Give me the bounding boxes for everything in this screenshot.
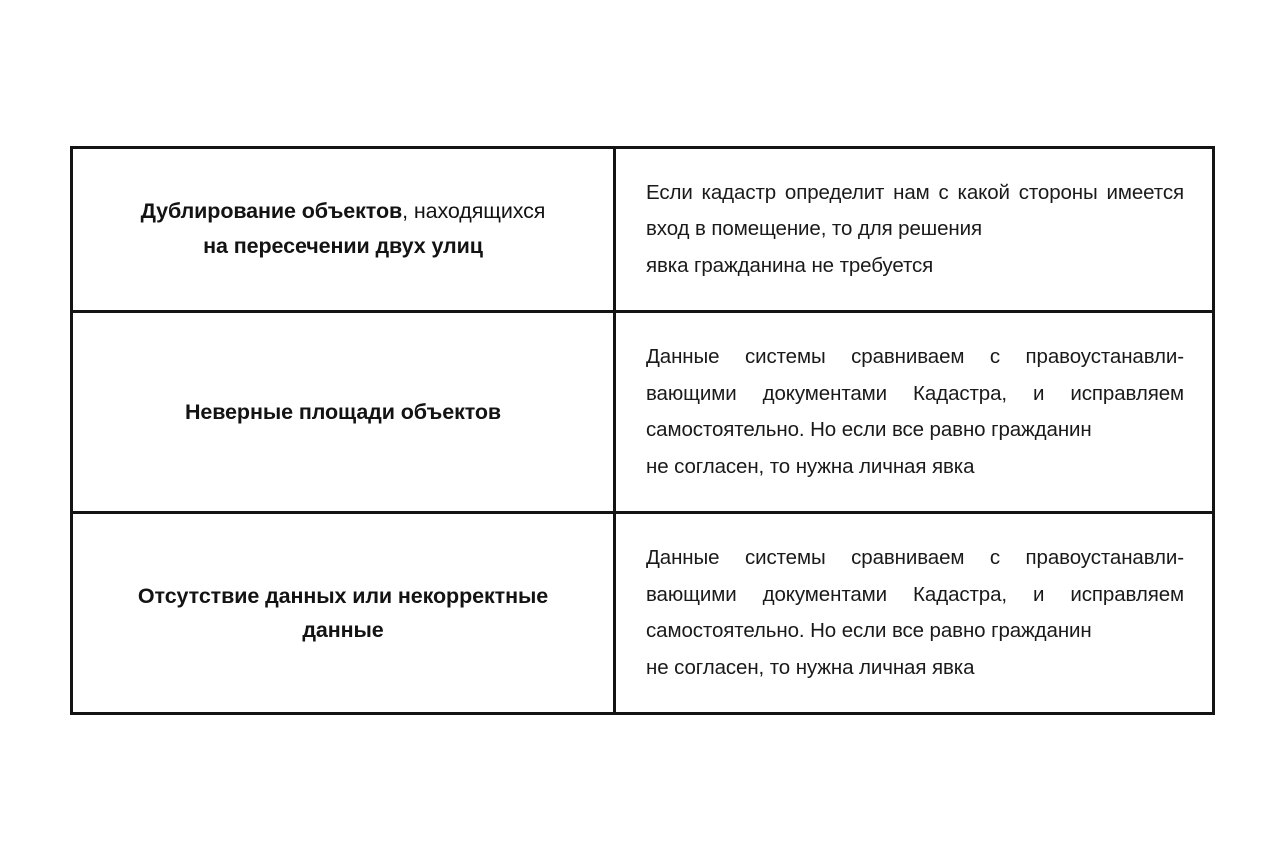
resolution-line: вающими документами Кадастра, и исправляем	[646, 582, 1184, 606]
issue-title-normal: , находящихся	[402, 198, 546, 223]
resolution-line: имеется вход в помещение, то для решения	[646, 181, 1184, 241]
issue-title-line2: на пересечении двух улиц	[203, 233, 483, 258]
issues-table-container	[70, 146, 1209, 715]
issues-table	[70, 146, 1215, 715]
issue-title-bold: Неверные площади объектов	[184, 400, 502, 424]
resolution-line: Данные системы сравниваем с правоустанавли-	[646, 345, 1184, 369]
resolution-line: не согласен, то нужна личная явка	[646, 454, 975, 478]
table-row	[72, 513, 1214, 714]
issue-title-line2: данные	[302, 618, 384, 643]
resolution-cell	[615, 513, 1214, 714]
issue-cell	[72, 312, 615, 513]
resolution-line: Если кадастр определит нам с какой стороны	[646, 181, 1098, 204]
resolution-line: явка гражданина не требуется	[646, 253, 934, 277]
table-row	[72, 148, 1214, 312]
resolution-line: Данные системы сравниваем с правоустанавли-	[646, 546, 1184, 570]
resolution-cell	[615, 312, 1214, 513]
resolution-line: не согласен, то нужна личная явка	[646, 655, 975, 679]
table-row	[72, 312, 1214, 513]
resolution-line: самостоятельно. Но если все равно гражданин	[646, 418, 1092, 442]
resolution-line: самостоятельно. Но если все равно гражданин	[646, 619, 1092, 643]
issue-cell	[72, 148, 615, 312]
issue-title-bold: Дублирование объектов	[140, 198, 403, 223]
issue-cell	[72, 513, 615, 714]
resolution-cell	[615, 148, 1214, 312]
issue-title-bold: Отсутствие данных или некорректные	[137, 583, 549, 608]
resolution-line: вающими документами Кадастра, и исправляем	[646, 381, 1184, 405]
